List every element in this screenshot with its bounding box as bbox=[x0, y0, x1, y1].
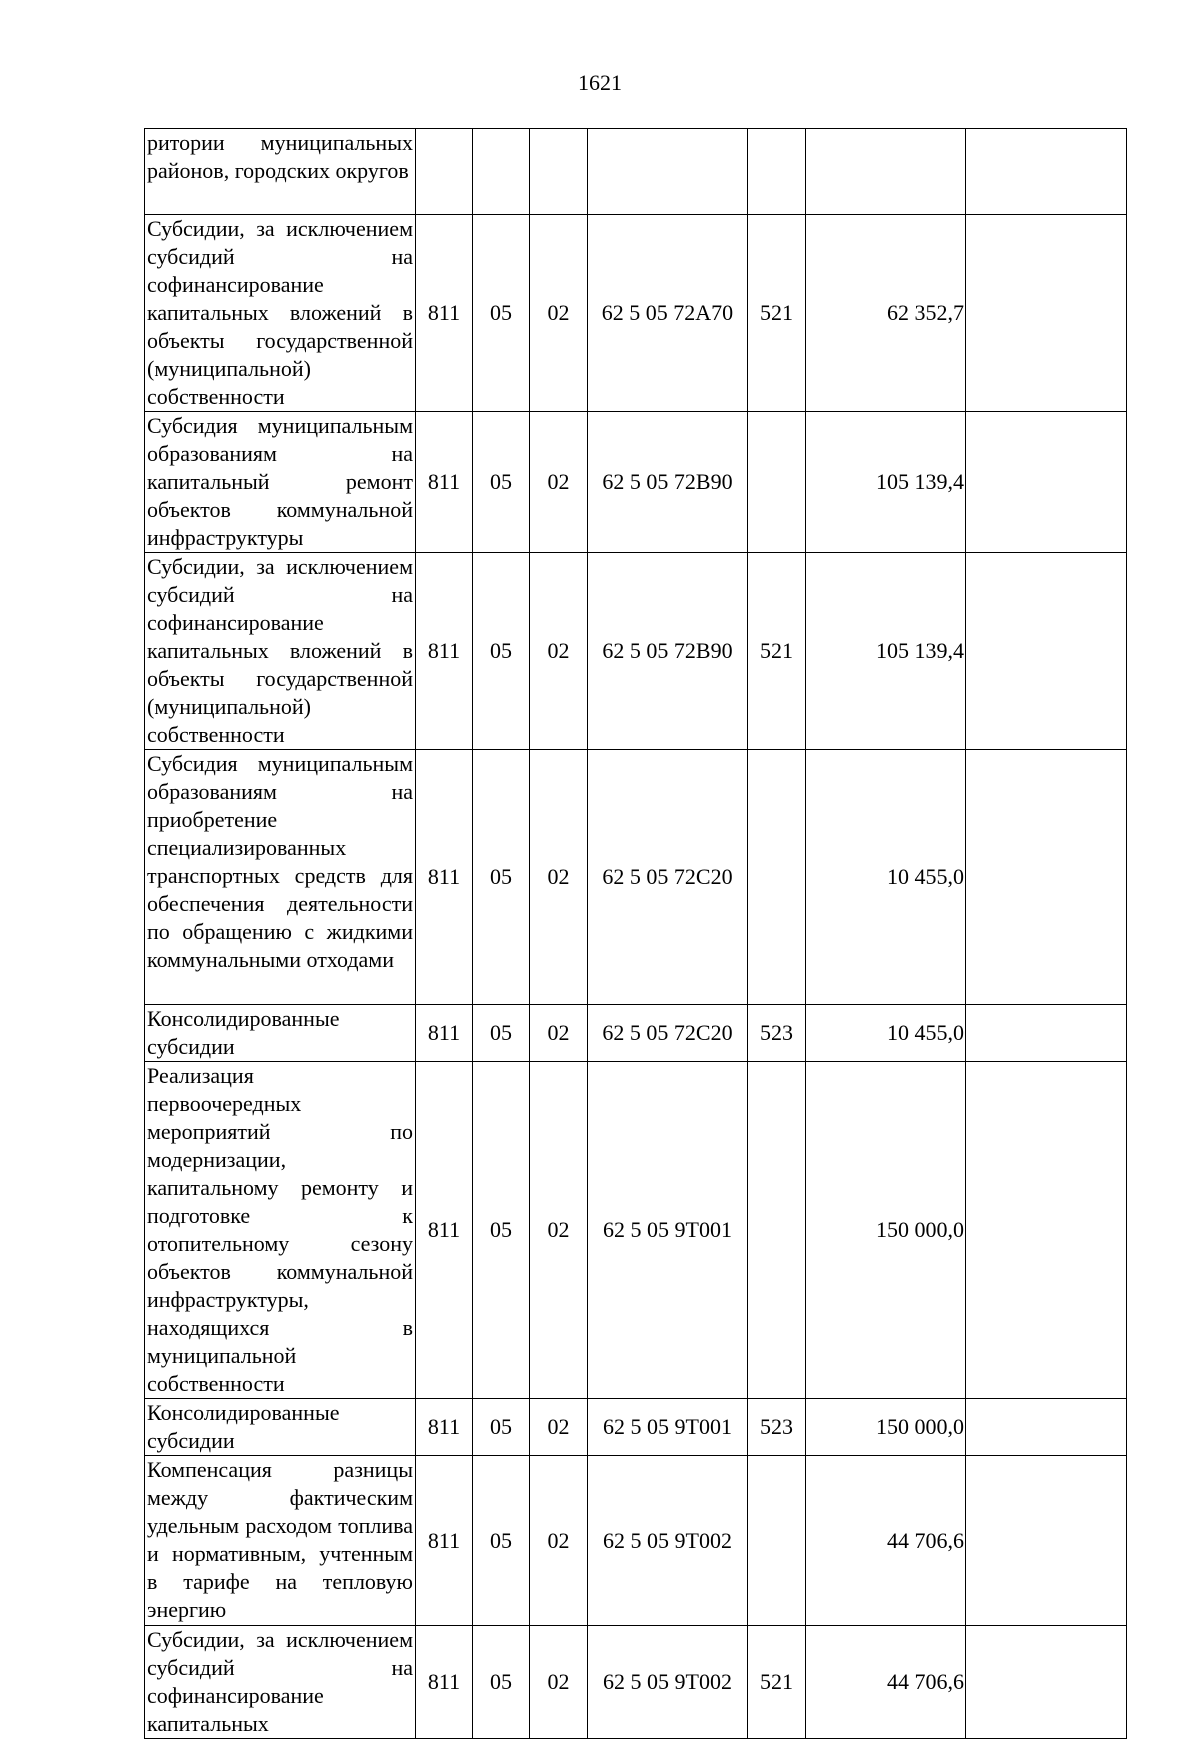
row-rz: 05 bbox=[473, 750, 530, 1005]
table-row bbox=[145, 1399, 1127, 1456]
row-csr: 62 5 05 9Т002 bbox=[588, 1456, 748, 1626]
row-sum: 105 139,4 bbox=[806, 553, 966, 750]
page-number: 1621 bbox=[578, 70, 622, 95]
row-vr: 521 bbox=[748, 1626, 806, 1739]
row-rz: 05 bbox=[473, 1626, 530, 1739]
row-extra bbox=[966, 1005, 1127, 1062]
row-name: ритории муниципальных районов, городских округов bbox=[145, 129, 416, 215]
row-extra bbox=[966, 553, 1127, 750]
row-csr: 62 5 05 72В90 bbox=[588, 412, 748, 553]
row-sum: 10 455,0 bbox=[806, 1005, 966, 1062]
row-grbs: 811 bbox=[416, 1399, 473, 1456]
row-name: Компенсация разницы между фактическим удельным расходом топлива и нормативным, учтенным в тарифе на тепловую энергию bbox=[145, 1456, 416, 1626]
row-rz bbox=[473, 129, 530, 215]
row-name: Консолидированные субсидии bbox=[145, 1399, 416, 1456]
table-row bbox=[145, 412, 1127, 553]
row-rz: 05 bbox=[473, 412, 530, 553]
row-vr: 521 bbox=[748, 215, 806, 412]
row-pr: 02 bbox=[530, 553, 588, 750]
table-row bbox=[145, 129, 1127, 215]
row-sum: 44 706,6 bbox=[806, 1456, 966, 1626]
row-csr: 62 5 05 72А70 bbox=[588, 215, 748, 412]
row-pr: 02 bbox=[530, 1399, 588, 1456]
row-name: Субсидии, за исключением субсидий на софинансирование капитальных bbox=[145, 1626, 416, 1739]
row-name: Реализация первоочередных мероприятий по модернизации, капитальному ремонту и подготовке к отопительному сезону объектов коммунальной инфраструктуры, находящихся в муниципальной собственности bbox=[145, 1062, 416, 1399]
row-csr: 62 5 05 72В90 bbox=[588, 553, 748, 750]
budget-table bbox=[144, 128, 1127, 1739]
row-grbs: 811 bbox=[416, 1005, 473, 1062]
row-rz: 05 bbox=[473, 1062, 530, 1399]
table-row bbox=[145, 750, 1127, 1005]
row-vr bbox=[748, 750, 806, 1005]
row-rz: 05 bbox=[473, 215, 530, 412]
row-grbs: 811 bbox=[416, 1062, 473, 1399]
row-vr bbox=[748, 412, 806, 553]
row-vr bbox=[748, 1456, 806, 1626]
row-pr: 02 bbox=[530, 750, 588, 1005]
row-vr: 521 bbox=[748, 553, 806, 750]
row-csr: 62 5 05 9Т001 bbox=[588, 1062, 748, 1399]
row-extra bbox=[966, 1062, 1127, 1399]
row-pr: 02 bbox=[530, 1005, 588, 1062]
row-rz: 05 bbox=[473, 1456, 530, 1626]
row-vr bbox=[748, 129, 806, 215]
row-extra bbox=[966, 412, 1127, 553]
row-rz: 05 bbox=[473, 1399, 530, 1456]
row-csr: 62 5 05 72С20 bbox=[588, 1005, 748, 1062]
row-csr: 62 5 05 9Т001 bbox=[588, 1399, 748, 1456]
table-row bbox=[145, 1005, 1127, 1062]
row-sum: 44 706,6 bbox=[806, 1626, 966, 1739]
row-extra bbox=[966, 129, 1127, 215]
table-row bbox=[145, 1062, 1127, 1399]
row-sum: 62 352,7 bbox=[806, 215, 966, 412]
row-pr: 02 bbox=[530, 1456, 588, 1626]
row-sum: 10 455,0 bbox=[806, 750, 966, 1005]
row-csr: 62 5 05 72С20 bbox=[588, 750, 748, 1005]
row-grbs bbox=[416, 129, 473, 215]
table-row bbox=[145, 215, 1127, 412]
table-row bbox=[145, 1456, 1127, 1626]
row-csr bbox=[588, 129, 748, 215]
row-grbs: 811 bbox=[416, 750, 473, 1005]
row-sum: 150 000,0 bbox=[806, 1399, 966, 1456]
row-grbs: 811 bbox=[416, 215, 473, 412]
row-csr: 62 5 05 9Т002 bbox=[588, 1626, 748, 1739]
table-row bbox=[145, 1626, 1127, 1739]
row-grbs: 811 bbox=[416, 412, 473, 553]
row-extra bbox=[966, 1626, 1127, 1739]
row-pr: 02 bbox=[530, 1626, 588, 1739]
row-pr: 02 bbox=[530, 412, 588, 553]
row-grbs: 811 bbox=[416, 1626, 473, 1739]
row-name: Субсидия муниципальным образованиям на приобретение специализированных транспортных средств для обеспечения деятельности по обращению с жидкими коммунальными отходами bbox=[145, 750, 416, 1005]
row-sum bbox=[806, 129, 966, 215]
row-name: Субсидии, за исключением субсидий на софинансирование капитальных вложений в объекты государственной (муниципальной) собственности bbox=[145, 215, 416, 412]
row-rz: 05 bbox=[473, 553, 530, 750]
row-vr: 523 bbox=[748, 1399, 806, 1456]
row-sum: 150 000,0 bbox=[806, 1062, 966, 1399]
table-row bbox=[145, 553, 1127, 750]
row-rz: 05 bbox=[473, 1005, 530, 1062]
row-pr bbox=[530, 129, 588, 215]
row-pr: 02 bbox=[530, 1062, 588, 1399]
row-extra bbox=[966, 1399, 1127, 1456]
row-grbs: 811 bbox=[416, 553, 473, 750]
row-vr: 523 bbox=[748, 1005, 806, 1062]
row-extra bbox=[966, 215, 1127, 412]
row-name: Субсидии, за исключением субсидий на софинансирование капитальных вложений в объекты государственной (муниципальной) собственности bbox=[145, 553, 416, 750]
row-name: Консолидированные субсидии bbox=[145, 1005, 416, 1062]
row-extra bbox=[966, 750, 1127, 1005]
row-name: Субсидия муниципальным образованиям на капитальный ремонт объектов коммунальной инфраструктуры bbox=[145, 412, 416, 553]
row-vr bbox=[748, 1062, 806, 1399]
row-extra bbox=[966, 1456, 1127, 1626]
row-grbs: 811 bbox=[416, 1456, 473, 1626]
row-pr: 02 bbox=[530, 215, 588, 412]
row-sum: 105 139,4 bbox=[806, 412, 966, 553]
